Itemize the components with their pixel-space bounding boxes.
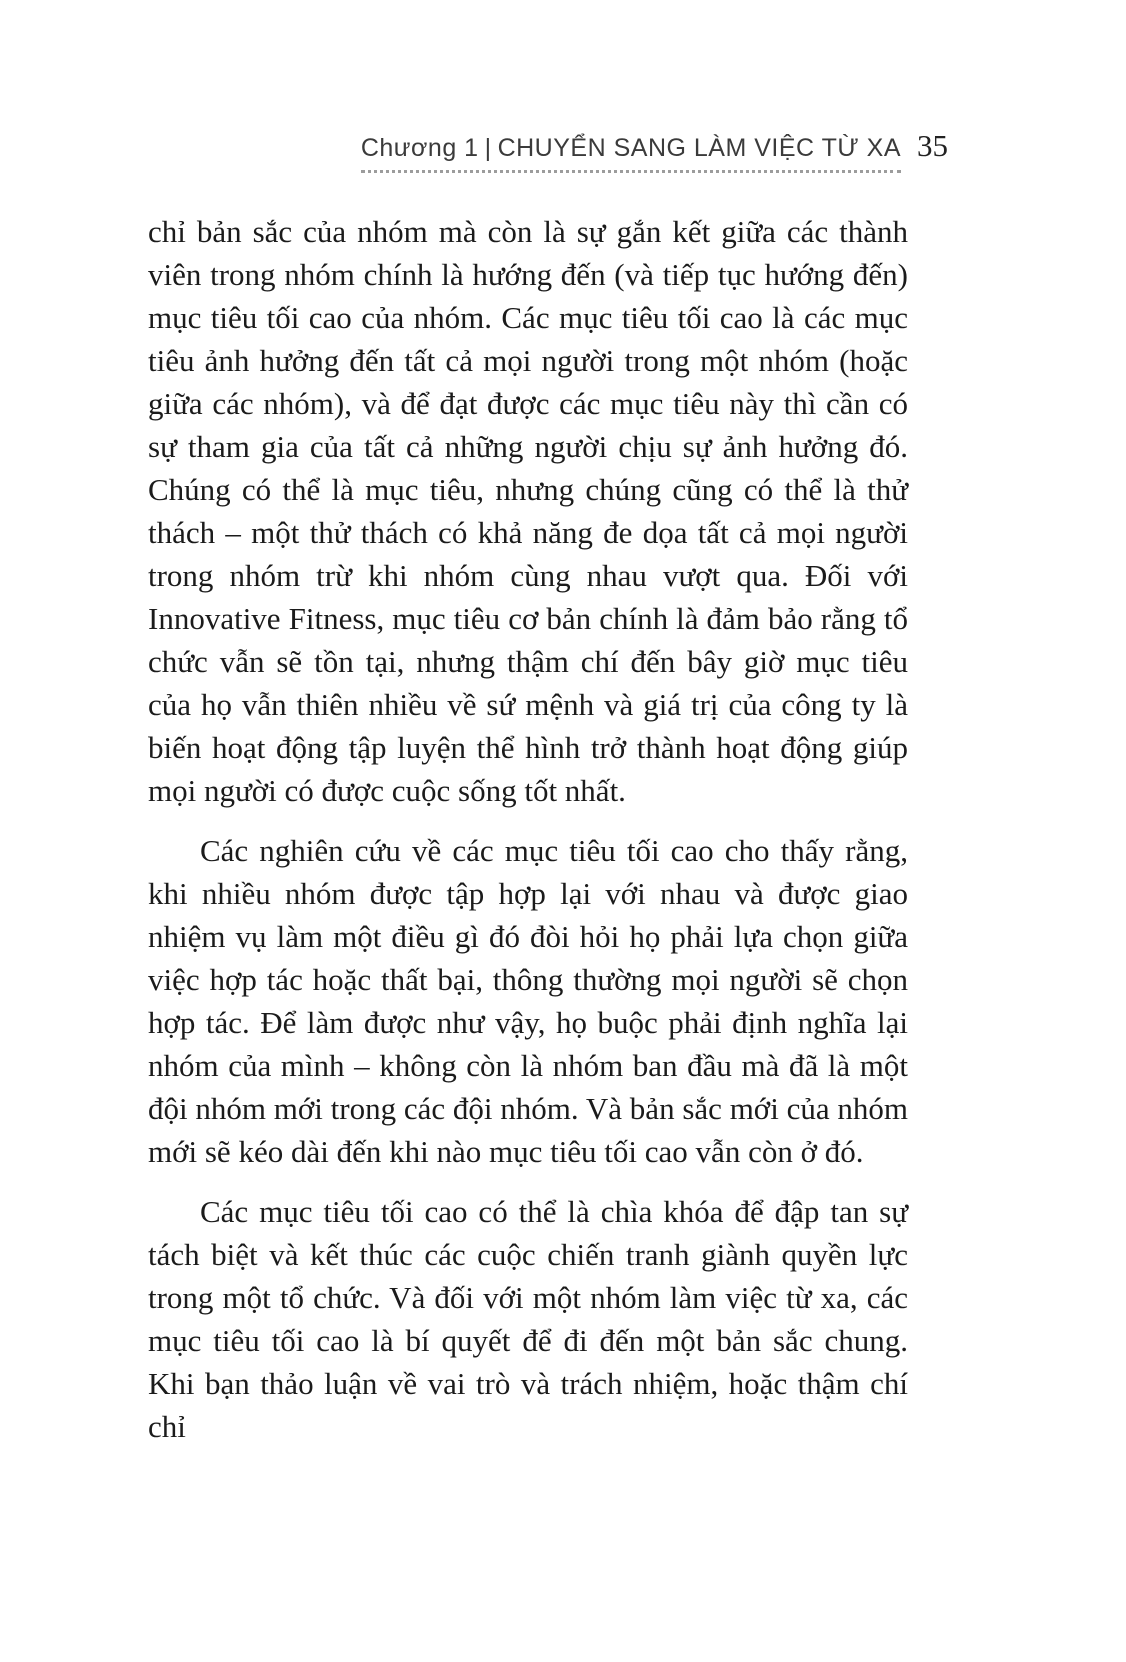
body-text-block — [148, 210, 908, 1465]
page-number: 35 — [917, 128, 948, 163]
chapter-label: Chương 1 — [360, 134, 479, 162]
chapter-header — [361, 134, 901, 173]
running-header — [148, 128, 948, 173]
paragraph: Các nghiên cứu về các mục tiêu tối cao cho thấy rằng, khi nhiều nhóm được tập hợp lại với nhau và được giao nhiệm vụ làm một điều gì đó đòi hỏi họ phải lựa chọn giữa việc hợp tác hoặc thất bại, thông thường mọi người sẽ chọn hợp tác. Để làm được như vậy, họ buộc phải định nghĩa lại nhóm của mình – không còn là nhóm ban đầu mà đã là một đội nhóm mới trong các đội nhóm. Và bản sắc mới của nhóm mới sẽ kéo dài đến khi nào mục tiêu tối cao vẫn còn ở đó. — [148, 833, 908, 1169]
chapter-title: CHUYỂN SANG LÀM VIỆC TỪ XA — [497, 134, 901, 162]
paragraph: Các mục tiêu tối cao có thể là chìa khóa để đập tan sự tách biệt và kết thúc các cuộc chiến tranh giành quyền lực trong một tổ chức. Và đối với một nhóm làm việc từ xa, các mục tiêu tối cao là bí quyết để đi đến một bản sắc chung. Khi bạn thảo luận về vai trò và trách nhiệm, hoặc thậm chí chỉ — [148, 1194, 908, 1444]
paragraph: chỉ bản sắc của nhóm mà còn là sự gắn kết giữa các thành viên trong nhóm chính là hướng đến (và tiếp tục hướng đến) mục tiêu tối cao của nhóm. Các mục tiêu tối cao là các mục tiêu ảnh hưởng đến tất cả mọi người trong một nhóm (hoặc giữa các nhóm), và để đạt được các mục tiêu này thì cần có sự tham gia của tất cả những người chịu sự ảnh hưởng đó. Chúng có thể là mục tiêu, nhưng chúng cũng có thể là thử thách – một thử thách có khả năng đe dọa tất cả mọi người trong nhóm trừ khi nhóm cùng nhau vượt qua. Đối với Innovative Fitness, mục tiêu cơ bản chính là đảm bảo rằng tổ chức vẫn sẽ tồn tại, nhưng thậm chí đến bây giờ mục tiêu của họ vẫn thiên nhiều về sứ mệnh và giá trị của công ty là biến hoạt động tập luyện thể hình trở thành hoạt động giúp mọi người có được cuộc sống tốt nhất. — [148, 214, 908, 808]
header-separator: | — [484, 134, 492, 162]
